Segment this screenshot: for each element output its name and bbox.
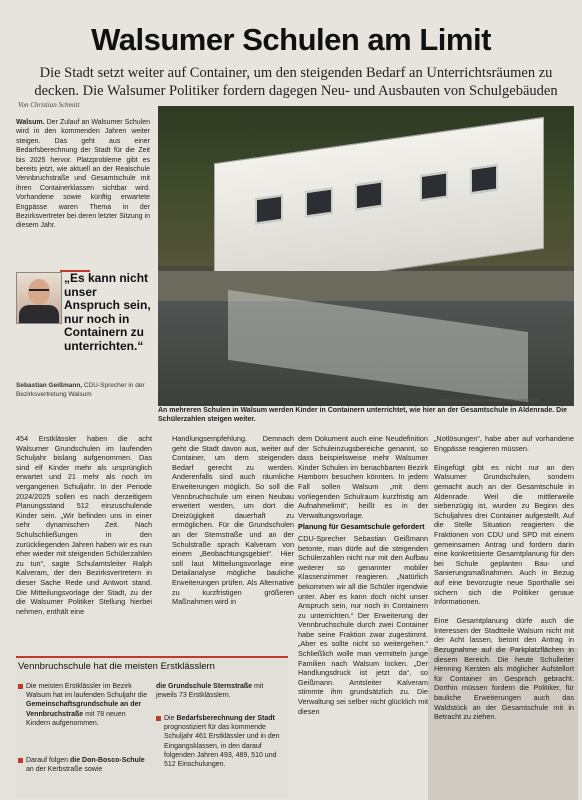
body-column-1: 454 Erstklässler haben die acht Walsumer Grundschulen im laufenden Schuljahr bislang aufgenommen. Das sind elf Kinder mehr als ursprünglich erwartet und 21 mehr als noch im vergangenen Schuljahr. In der Periode 2024/2025 sollen es nach derzeitigem Planungsstand 512 einzuschulende Kinder sein. „Wir befinden uns in einer sehr dynamischen Zeit. Nach Schulschließungen in den zurückliegenden Jahren haben wir es nun eher wieder mit steigenden Schülerzahlen zu tun“, sagte Schulamtsleiter Ralph Kalveram, der den Bezirksvertretern in dieser Sache Rede und Antwort stand. Die Mitteilungsvorlage der Stadt, zu der die Walsumer Politiker Stellung hierbei nehmen, enthält eine	[16, 434, 152, 616]
bullet-icon	[156, 716, 161, 721]
intro-text: Der Zulauf an Walsumer Schulen wird in den kommenden Jahren weiter steigen. Das geht aus einer Bedarfsberechnung der Stadt für die Zeit bis 2025 hervor. Platzprobleme gibt es bereits jetzt, wie aktuell an der Realschule Vennbruchstraße und Gesamtschule mit ihren Containerklassen sichtbar wird. Vorhandene sowie künftig erwartete Engpässe waren Thema in der Bezirksvertreter bei deren letzter Sitzung in diesem Jahr.	[16, 119, 151, 230]
quote-person: Sebastian Geißmann,	[16, 382, 83, 389]
body-column-4-text-b: Eingefügt gibt es nicht nur an den Walsumer Grundschulen, sondern gemacht auch an der Gesamtschule in Aldenrade. Weil die mittlerweile siebenzügig ist, wurden zu Beginn des Schuljahres drei Container aufgestellt. Auf die Stelle Situation reagierten die Fraktionen von CDU und SPD mit einem gemeinsamen Antrag und fordern darin eine konkretisierte Gesamtplanung für den bei Schule geplanten Bau- und Sanierungsmaßnahmen. Auch in Bezug auf eine bevorzugte neue Sporthalle sei sichern sich die Politiker genaue Informationen.	[434, 462, 574, 607]
bullet-icon	[18, 758, 23, 763]
photo-credit: FOTO: DANIEL ELKE / FUNKE FOTO SERVICES	[440, 398, 541, 403]
body-column-4	[434, 434, 574, 722]
info-box-title: Vennbruchschule hat die meisten Erstklässlern	[18, 661, 215, 672]
quote-text: „Es kann nicht unser Anspruch sein, nur noch in Containern zu unterrichten.“	[64, 271, 151, 353]
photo-caption: An mehreren Schulen in Walsum werden Kinder in Containern unterrichtet, wie hier an der Gesamtschule in Aldenrade. Die Schülerzahlen steigen weiter.	[158, 407, 568, 423]
article-photo	[158, 106, 574, 406]
info-item-4: Die Bedarfsberechnung der Stadt prognostiziert für das kommende Schuljahr 461 Erstklässler und in den Eingangsklassen, in den darauf folgenden Jahren 493, 489, 510 und 512 Einschulungen.	[164, 715, 280, 769]
byline: Von Christian Schmitt	[18, 101, 80, 109]
body-column-3-text-b: CDU-Sprecher Sebastian Geißmann betonte, man dürfe auf die steigenden Schülerzahlen nicht nur mit den Aufbau weiterer so genannter mobiler Klassenzimmer reagieren. „Natürlich bekommen wir all die Schüler irgendwie unter. Aber es kann doch nicht unser Anspruch sein, nur noch in Containern zu unterrichten.“ Der Erweiterung der Vennbruchschule durch zwei Container habe seine Fraktion zwar zugestimmt. „Aber es sollte nicht so weitergehen.“ Schließlich wolle man vermitteln junge Familien nach Walsum locken. „Der Handlungsdruck ist jetzt da“, so Geißmann. Amtsleiter Kalveram stimmte ihm grundsätzlich zu. Die Verwaltung sei selber nicht glücklich mit diesen	[298, 533, 428, 716]
quote-attribution	[16, 382, 156, 399]
body-column-3	[298, 434, 428, 716]
info-item-2: Darauf folgen die Don-Bosco-Schule an der Kerbstraße sowie	[26, 757, 145, 774]
speaker-portrait	[16, 272, 62, 324]
body-column-4-text-c: Eine Gesamtplanung dürfe auch die Interessen der Stadtteile Walsum nicht mit der Acht lassen, betont den Antrag in Bezugnahme auf die Parkplatzflächen in diesem Bereich. Die heute Schulleiter Henning Kersten als möglicher Aufstellort für Container im Gespräch gebracht. Dorthin müssen fordern die Politiker, für bauliche Erweiterungen auch das Waldstück an der Gesamtschule mit in Betracht zu ziehen.	[434, 616, 574, 722]
info-box	[16, 656, 288, 798]
quote-role: CDU-Sprecher in der Bezirksvertretung Walsum	[16, 382, 145, 398]
section-subheading: Planung für Gesamtschule gefordert	[298, 522, 425, 532]
body-column-4-text-a: „Notlösungen“, habe aber auf vorhandene Engpässe reagieren müssen.	[434, 434, 574, 453]
info-item-3: die Grundschule Sternstraße mit jeweils 73 Erstklässlern.	[156, 683, 264, 700]
body-column-3-text-a: dem Dokument auch eine Neudefinition der Schuleinzugsbereiche genannt, so dass beispielsweise mehr Walsumer Kinder Schulen im benachbarten Bezirk Hamborn besuchen könnten. In jedem Fall sollen Walsum „mit dem vorliegenden Schulraum kurzfristig am Aufnahmelimit“, heißt es in der Verwaltungsvorlage.	[298, 434, 428, 520]
intro-paragraph	[16, 118, 150, 231]
subheadline: Die Stadt setzt weiter auf Container, um den steigenden Bedarf an Unterrichtsräumen zu decken. Die Walsumer Politiker fordern dagegen Neu- und Ausbauten von Schulgebäuden	[34, 65, 558, 99]
info-item-1: Die meisten Erstklässler im Bezirk Walsum hat im laufenden Schuljahr die Gemeinschaftsgrundschule an der Vennbruchstraße mit 78 neuen Kindern aufgenommen.	[26, 683, 148, 727]
body-column-2: Handlungsempfehlung. Demnach geht die Stadt davon aus, weiter auf Container, um dem steigenden Bedarf gerecht zu werden. Anderenfalls sind auch räumliche Erweiterungen möglich. So soll die Vennbruchschule um einen Neubau erweitert werden, um dort die Dreizügigkeit dauerhaft zu ermöglichen. Für die Grundschulen an der Sternstraße und an der Schulstraße sprach Kalveram von einem „Beobachtungsgebiet“. Hier soll laut Mitteilungsvorlage eine Detailanalyse mögliche bauliche Erweiterungen prüfen. Als Alternative zu kurzfristigen größeren Maßnahmen wird in	[172, 434, 294, 607]
headline: Walsumer Schulen am Limit	[91, 22, 491, 57]
bullet-icon	[18, 684, 23, 689]
intro-dateline: Walsum.	[16, 119, 45, 126]
